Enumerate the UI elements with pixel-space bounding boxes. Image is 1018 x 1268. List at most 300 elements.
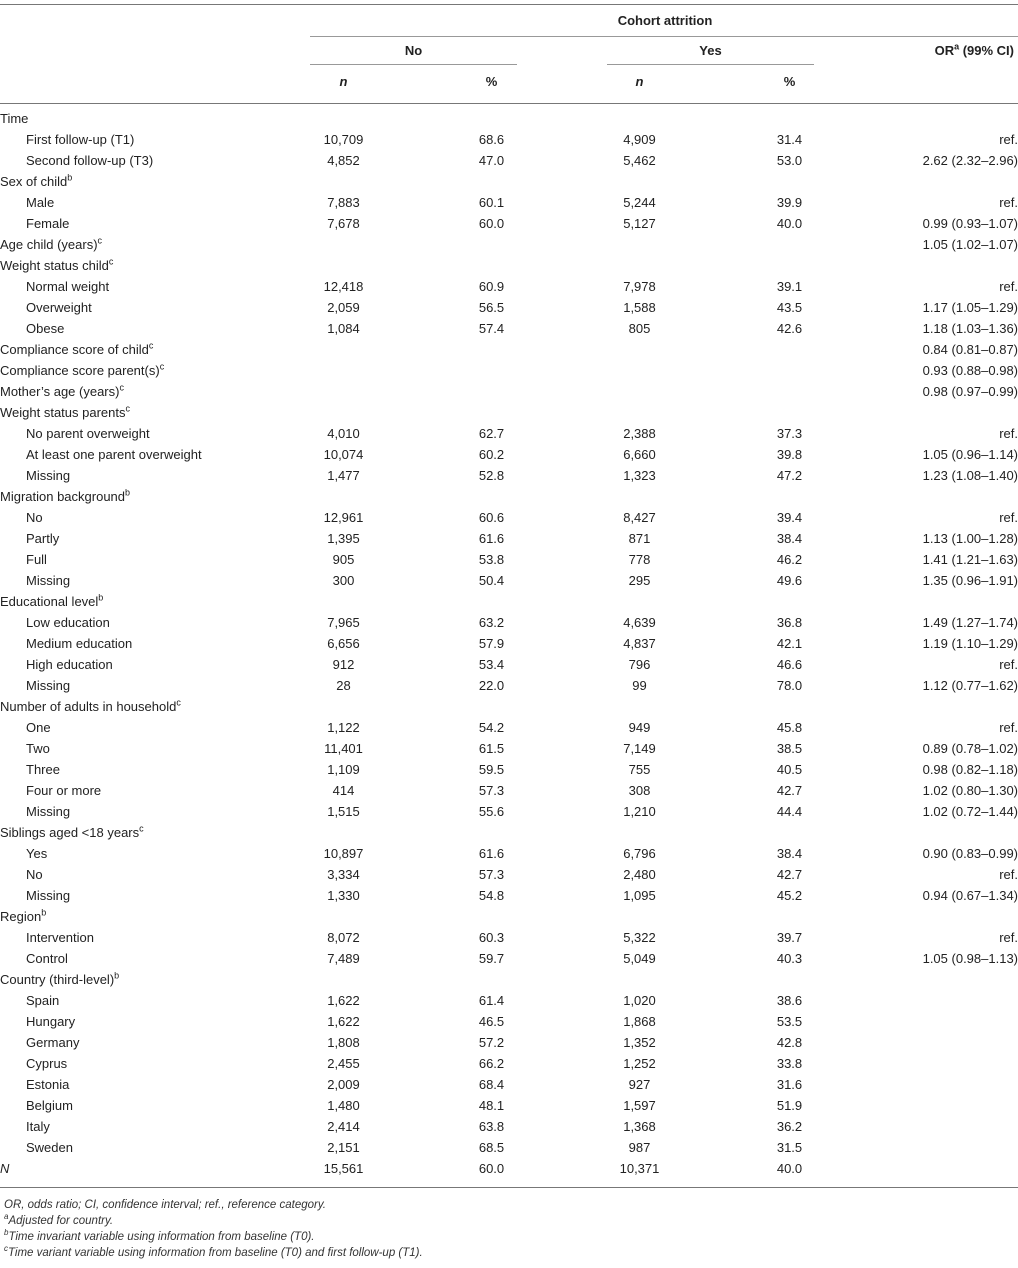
spacer-cell <box>529 570 606 591</box>
spacer-cell <box>529 591 606 612</box>
cell-pct-yes: 40.5 <box>776 762 803 777</box>
row-label-text: Yes <box>26 846 48 861</box>
cell-n-yes: 1,868 <box>623 1014 656 1029</box>
cell-or-ci <box>827 486 1018 507</box>
spacer-cell <box>529 129 606 150</box>
spacer-cell <box>377 654 454 675</box>
cell-or-ci <box>827 1095 1018 1116</box>
cell-or-ci: ref. <box>999 657 1018 672</box>
spacer-cell <box>377 297 454 318</box>
cell-or-ci: 1.12 (0.77–1.62) <box>922 678 1018 693</box>
cell-n-no: 905 <box>332 552 355 567</box>
cell-n-yes: 5,127 <box>623 216 656 231</box>
spacer-cell <box>529 465 606 486</box>
spacer-cell <box>529 822 606 843</box>
cell-n-no: 2,455 <box>327 1056 360 1071</box>
table-row <box>0 591 1018 612</box>
spacer-cell <box>377 843 454 864</box>
row-label <box>0 1137 310 1158</box>
cell-n-no: 414 <box>332 783 355 798</box>
cell-or-ci: ref. <box>999 132 1018 147</box>
cell-n-yes <box>606 255 673 276</box>
cell-n-yes <box>606 969 673 990</box>
row-label <box>0 465 310 486</box>
cell-pct-yes: 40.0 <box>776 216 803 231</box>
row-label <box>0 675 310 696</box>
cell-n-yes: 295 <box>628 573 651 588</box>
cell-or-ci: 0.98 (0.82–1.18) <box>922 762 1018 777</box>
cell-pct-no: 52.8 <box>478 468 505 483</box>
cell-n-yes: 5,462 <box>623 153 656 168</box>
cell-n-no <box>310 696 377 717</box>
table-row <box>0 696 1018 717</box>
footnote-marker: c <box>125 403 130 414</box>
spacer-cell <box>673 696 752 717</box>
spacer-cell <box>377 906 454 927</box>
spacer-cell <box>673 612 752 633</box>
cell-n-no: 2,151 <box>327 1140 360 1155</box>
spacer-cell <box>529 1074 606 1095</box>
row-label <box>0 822 310 843</box>
spacer-cell <box>377 990 454 1011</box>
row-label-text: Weight status child <box>0 258 109 273</box>
cell-pct-no: 61.6 <box>478 846 505 861</box>
row-label-text: Siblings aged <18 years <box>0 825 140 840</box>
footnote-marker: b <box>41 907 47 918</box>
row-label-text: Mother’s age (years) <box>0 384 120 399</box>
row-label <box>0 1095 310 1116</box>
table-row <box>0 759 1018 780</box>
row-label <box>0 360 310 381</box>
spacer-cell <box>529 612 606 633</box>
cell-n-no <box>310 255 377 276</box>
spacer-cell <box>673 633 752 654</box>
cell-n-no: 1,622 <box>327 993 360 1008</box>
cell-pct-no: 55.6 <box>478 804 505 819</box>
row-label-text: N <box>0 1161 10 1176</box>
footnote-marker: b <box>67 172 73 183</box>
cell-n-no: 15,561 <box>323 1161 364 1176</box>
spacer-cell <box>673 948 752 969</box>
row-label <box>0 591 310 612</box>
spacer-cell <box>673 1032 752 1053</box>
row-label <box>0 612 310 633</box>
spacer-cell <box>673 171 752 192</box>
cell-or-ci <box>827 1011 1018 1032</box>
row-label <box>0 150 310 171</box>
cell-or-ci <box>827 822 1018 843</box>
row-label <box>0 486 310 507</box>
spacer-cell <box>673 1095 752 1116</box>
cell-pct-no: 53.4 <box>478 657 505 672</box>
row-label <box>0 129 310 150</box>
spacer-cell <box>673 864 752 885</box>
spacer-cell <box>529 780 606 801</box>
row-label <box>0 885 310 906</box>
spacer-cell <box>673 801 752 822</box>
cell-pct-yes: 46.2 <box>776 552 803 567</box>
cell-or-ci: 1.17 (1.05–1.29) <box>922 300 1018 315</box>
table-row <box>0 1137 1018 1158</box>
spacer-cell <box>673 339 752 360</box>
cell-pct-no: 57.2 <box>478 1035 505 1050</box>
spacer-cell <box>377 381 454 402</box>
spacer-cell <box>673 1137 752 1158</box>
cell-pct-no: 61.6 <box>478 531 505 546</box>
footnote-marker: b <box>125 487 131 498</box>
cell-n-yes: 5,049 <box>623 951 656 966</box>
cell-n-yes: 927 <box>628 1077 651 1092</box>
row-label-text: No <box>26 867 43 882</box>
cell-pct-no: 68.6 <box>478 132 505 147</box>
row-label-text: One <box>26 720 51 735</box>
cell-n-yes <box>606 108 673 129</box>
table-row <box>0 423 1018 444</box>
spacer-cell <box>673 1053 752 1074</box>
row-label <box>0 276 310 297</box>
cell-pct-no <box>454 696 529 717</box>
cell-n-yes: 1,597 <box>623 1098 656 1113</box>
row-label-text: Age child (years) <box>0 237 98 252</box>
cell-n-no <box>310 906 377 927</box>
cell-n-no: 7,489 <box>327 951 360 966</box>
cell-pct-no <box>454 171 529 192</box>
table-row <box>0 990 1018 1011</box>
cell-pct-no: 50.4 <box>478 573 505 588</box>
table-row <box>0 612 1018 633</box>
cell-pct-no: 60.3 <box>478 930 505 945</box>
spacer-cell <box>529 1095 606 1116</box>
cell-or-ci <box>827 402 1018 423</box>
cell-pct-yes: 49.6 <box>776 573 803 588</box>
cell-n-yes: 4,909 <box>623 132 656 147</box>
cell-pct-no: 59.5 <box>478 762 505 777</box>
table-row <box>0 360 1018 381</box>
row-label <box>0 927 310 948</box>
spacer-cell <box>673 717 752 738</box>
cell-or-ci: 0.89 (0.78–1.02) <box>922 741 1018 756</box>
cell-n-no: 1,808 <box>327 1035 360 1050</box>
cell-pct-no <box>454 360 529 381</box>
spacer-cell <box>529 1116 606 1137</box>
cell-pct-yes: 39.9 <box>776 195 803 210</box>
spacer-cell <box>529 255 606 276</box>
table-row <box>0 465 1018 486</box>
spacer-cell <box>673 570 752 591</box>
spacer-cell <box>529 192 606 213</box>
table-row <box>0 444 1018 465</box>
cell-pct-yes: 39.7 <box>776 930 803 945</box>
table-row <box>0 822 1018 843</box>
row-label <box>0 507 310 528</box>
cell-n-no: 2,414 <box>327 1119 360 1134</box>
cell-pct-no: 66.2 <box>478 1056 505 1071</box>
cell-n-no <box>310 591 377 612</box>
row-label-text: Sex of child <box>0 174 68 189</box>
table-row <box>0 129 1018 150</box>
cell-pct-yes: 38.5 <box>776 741 803 756</box>
cell-n-yes: 99 <box>632 678 647 693</box>
spacer-cell <box>673 969 752 990</box>
table-row <box>0 738 1018 759</box>
cohort-attrition-underline <box>310 36 1018 37</box>
cell-n-no: 11,401 <box>324 741 363 756</box>
row-label <box>0 402 310 423</box>
cell-pct-yes: 45.8 <box>776 720 803 735</box>
table-row <box>0 675 1018 696</box>
table-row <box>0 633 1018 654</box>
table-row <box>0 171 1018 192</box>
spacer-cell <box>673 297 752 318</box>
cell-n-no: 1,622 <box>327 1014 360 1029</box>
cell-n-no <box>310 108 377 129</box>
spacer-cell <box>529 1137 606 1158</box>
cell-pct-no: 60.0 <box>478 216 505 231</box>
cell-or-ci <box>827 1137 1018 1158</box>
spacer-cell <box>673 150 752 171</box>
cell-n-yes: 796 <box>628 657 651 672</box>
row-label <box>0 108 310 129</box>
cell-pct-yes <box>752 234 827 255</box>
cell-n-no: 1,395 <box>327 531 360 546</box>
spacer-cell <box>673 213 752 234</box>
cell-pct-no <box>454 969 529 990</box>
cell-or-ci: ref. <box>999 195 1018 210</box>
row-label <box>0 297 310 318</box>
spacer-cell <box>377 738 454 759</box>
table-row <box>0 1116 1018 1137</box>
cell-pct-no: 22.0 <box>478 678 505 693</box>
spacer-cell <box>377 213 454 234</box>
spacer-cell <box>673 1158 752 1179</box>
row-label-text: Low education <box>26 615 110 630</box>
cell-n-yes: 1,210 <box>623 804 656 819</box>
cell-pct-no <box>454 339 529 360</box>
cell-pct-yes: 33.8 <box>776 1056 803 1071</box>
cell-n-no: 7,883 <box>327 195 360 210</box>
n-yes-header: n <box>635 74 644 89</box>
row-label <box>0 738 310 759</box>
cell-or-ci: 1.05 (0.98–1.13) <box>922 951 1018 966</box>
cell-pct-no: 47.0 <box>478 153 505 168</box>
spacer-cell <box>377 549 454 570</box>
spacer-cell <box>377 969 454 990</box>
cell-pct-no: 60.0 <box>478 1161 505 1176</box>
cell-pct-no: 61.5 <box>478 741 505 756</box>
cell-or-ci: 1.23 (1.08–1.40) <box>922 468 1018 483</box>
n-no-header: n <box>339 74 348 89</box>
spacer-cell <box>529 1032 606 1053</box>
spacer-cell <box>673 192 752 213</box>
cell-or-ci: 1.18 (1.03–1.36) <box>922 321 1018 336</box>
cell-or-ci <box>827 1053 1018 1074</box>
cell-n-no <box>310 339 377 360</box>
footnote-marker: c <box>159 361 165 372</box>
cell-n-no: 7,965 <box>327 615 360 630</box>
row-label <box>0 381 310 402</box>
cell-pct-no: 62.7 <box>478 426 505 441</box>
cell-pct-no: 60.2 <box>478 447 505 462</box>
cell-n-yes: 4,837 <box>623 636 656 651</box>
cell-n-yes: 805 <box>628 321 651 336</box>
cell-or-ci: ref. <box>999 720 1018 735</box>
cell-pct-yes: 45.2 <box>776 888 803 903</box>
spacer-cell <box>377 1137 454 1158</box>
row-label <box>0 633 310 654</box>
cell-n-no <box>310 234 377 255</box>
row-label <box>0 759 310 780</box>
spacer-cell <box>377 885 454 906</box>
spacer-cell <box>529 339 606 360</box>
spacer-cell <box>529 213 606 234</box>
row-label <box>0 570 310 591</box>
spacer-cell <box>673 507 752 528</box>
table-row <box>0 192 1018 213</box>
row-label <box>0 654 310 675</box>
table-row <box>0 549 1018 570</box>
cell-n-yes: 5,244 <box>623 195 656 210</box>
cell-n-yes: 1,323 <box>623 468 656 483</box>
table-row <box>0 780 1018 801</box>
spacer-cell <box>377 234 454 255</box>
table-row <box>0 297 1018 318</box>
cell-pct-yes: 42.1 <box>776 636 803 651</box>
cell-or-ci <box>827 969 1018 990</box>
cell-n-yes <box>606 402 673 423</box>
table-row <box>0 864 1018 885</box>
row-label-text: First follow-up (T1) <box>26 132 135 147</box>
table-row <box>0 1011 1018 1032</box>
table-row <box>0 885 1018 906</box>
row-label-text: Missing <box>26 678 71 693</box>
row-label-text: High education <box>26 657 113 672</box>
cell-n-no: 12,418 <box>323 279 364 294</box>
cell-n-yes: 2,388 <box>623 426 656 441</box>
row-label-text: Germany <box>26 1035 80 1050</box>
cell-n-yes: 2,480 <box>623 867 656 882</box>
row-label-text: Italy <box>26 1119 50 1134</box>
cell-pct-no <box>454 822 529 843</box>
cell-pct-yes <box>752 906 827 927</box>
cell-pct-yes: 40.3 <box>776 951 803 966</box>
cell-n-yes: 6,660 <box>623 447 656 462</box>
cell-or-ci: 0.94 (0.67–1.34) <box>922 888 1018 903</box>
footnotes <box>4 1197 423 1261</box>
spacer-cell <box>529 675 606 696</box>
spacer-cell <box>529 423 606 444</box>
row-label <box>0 171 310 192</box>
cell-pct-yes: 40.0 <box>776 1161 803 1176</box>
spacer-cell <box>529 1158 606 1179</box>
footnote-abbreviations: OR, odds ratio; CI, confidence interval; ref., reference category. <box>4 1199 326 1211</box>
row-label <box>0 1158 310 1179</box>
cell-pct-no <box>454 108 529 129</box>
cell-n-no: 1,480 <box>327 1098 360 1113</box>
spacer-cell <box>377 1053 454 1074</box>
row-label-text: Obese <box>26 321 65 336</box>
row-label-text: Belgium <box>26 1098 73 1113</box>
row-label-text: Control <box>26 951 68 966</box>
cell-or-ci <box>827 108 1018 129</box>
row-label <box>0 801 310 822</box>
spacer-cell <box>377 822 454 843</box>
table-row <box>0 213 1018 234</box>
spacer-cell <box>529 654 606 675</box>
cell-pct-no: 57.9 <box>478 636 505 651</box>
cell-or-ci: ref. <box>999 930 1018 945</box>
cell-pct-no <box>454 381 529 402</box>
cell-or-ci: 0.90 (0.83–0.99) <box>922 846 1018 861</box>
footnote-b: $^b$Time invariant variable using information from baseline (T0). <box>4 1228 315 1243</box>
cell-pct-yes: 43.5 <box>776 300 803 315</box>
spacer-cell <box>529 171 606 192</box>
cell-pct-no: 46.5 <box>478 1014 505 1029</box>
spacer-cell <box>673 318 752 339</box>
cell-pct-yes <box>752 486 827 507</box>
spacer-cell <box>529 969 606 990</box>
spacer-cell <box>673 675 752 696</box>
cell-n-no: 1,515 <box>327 804 360 819</box>
cell-n-no <box>310 969 377 990</box>
cell-pct-yes: 42.7 <box>776 783 803 798</box>
table-row <box>0 339 1018 360</box>
cell-or-ci: 0.99 (0.93–1.07) <box>922 216 1018 231</box>
cell-or-ci: 1.41 (1.21–1.63) <box>922 552 1018 567</box>
cell-or-ci <box>827 255 1018 276</box>
footnote-marker: c <box>119 382 124 393</box>
spacer-cell <box>673 654 752 675</box>
pct-no-header: % <box>485 74 498 89</box>
cell-n-yes <box>606 906 673 927</box>
row-label-text: Educational level <box>0 594 99 609</box>
cell-n-no: 10,897 <box>323 846 364 861</box>
cell-pct-yes: 53.0 <box>776 153 803 168</box>
row-label <box>0 528 310 549</box>
cell-pct-yes: 42.6 <box>776 321 803 336</box>
row-label <box>0 780 310 801</box>
cell-or-ci <box>827 696 1018 717</box>
spacer-cell <box>377 864 454 885</box>
cell-n-no <box>310 381 377 402</box>
row-label-text: Two <box>26 741 50 756</box>
footnote-marker: c <box>148 340 154 351</box>
spacer-cell <box>377 633 454 654</box>
cell-pct-no: 56.5 <box>478 300 505 315</box>
cell-n-yes: 778 <box>628 552 651 567</box>
row-label <box>0 906 310 927</box>
cell-or-ci: 1.02 (0.80–1.30) <box>922 783 1018 798</box>
cell-n-no <box>310 360 377 381</box>
no-group-underline <box>310 64 517 65</box>
row-label <box>0 717 310 738</box>
cell-n-yes <box>606 486 673 507</box>
footnote-marker: c <box>108 256 114 267</box>
spacer-cell <box>377 255 454 276</box>
table-row <box>0 528 1018 549</box>
spacer-cell <box>529 1011 606 1032</box>
row-label-text: Compliance score of child <box>0 342 149 357</box>
cell-n-yes <box>606 171 673 192</box>
cell-or-ci <box>827 591 1018 612</box>
row-label <box>0 549 310 570</box>
cell-pct-yes: 36.2 <box>776 1119 803 1134</box>
footnote-marker: b <box>114 970 120 981</box>
spacer-cell <box>529 759 606 780</box>
spacer-cell <box>377 486 454 507</box>
cell-pct-yes <box>752 402 827 423</box>
cell-n-yes: 1,020 <box>623 993 656 1008</box>
cell-pct-no <box>454 591 529 612</box>
